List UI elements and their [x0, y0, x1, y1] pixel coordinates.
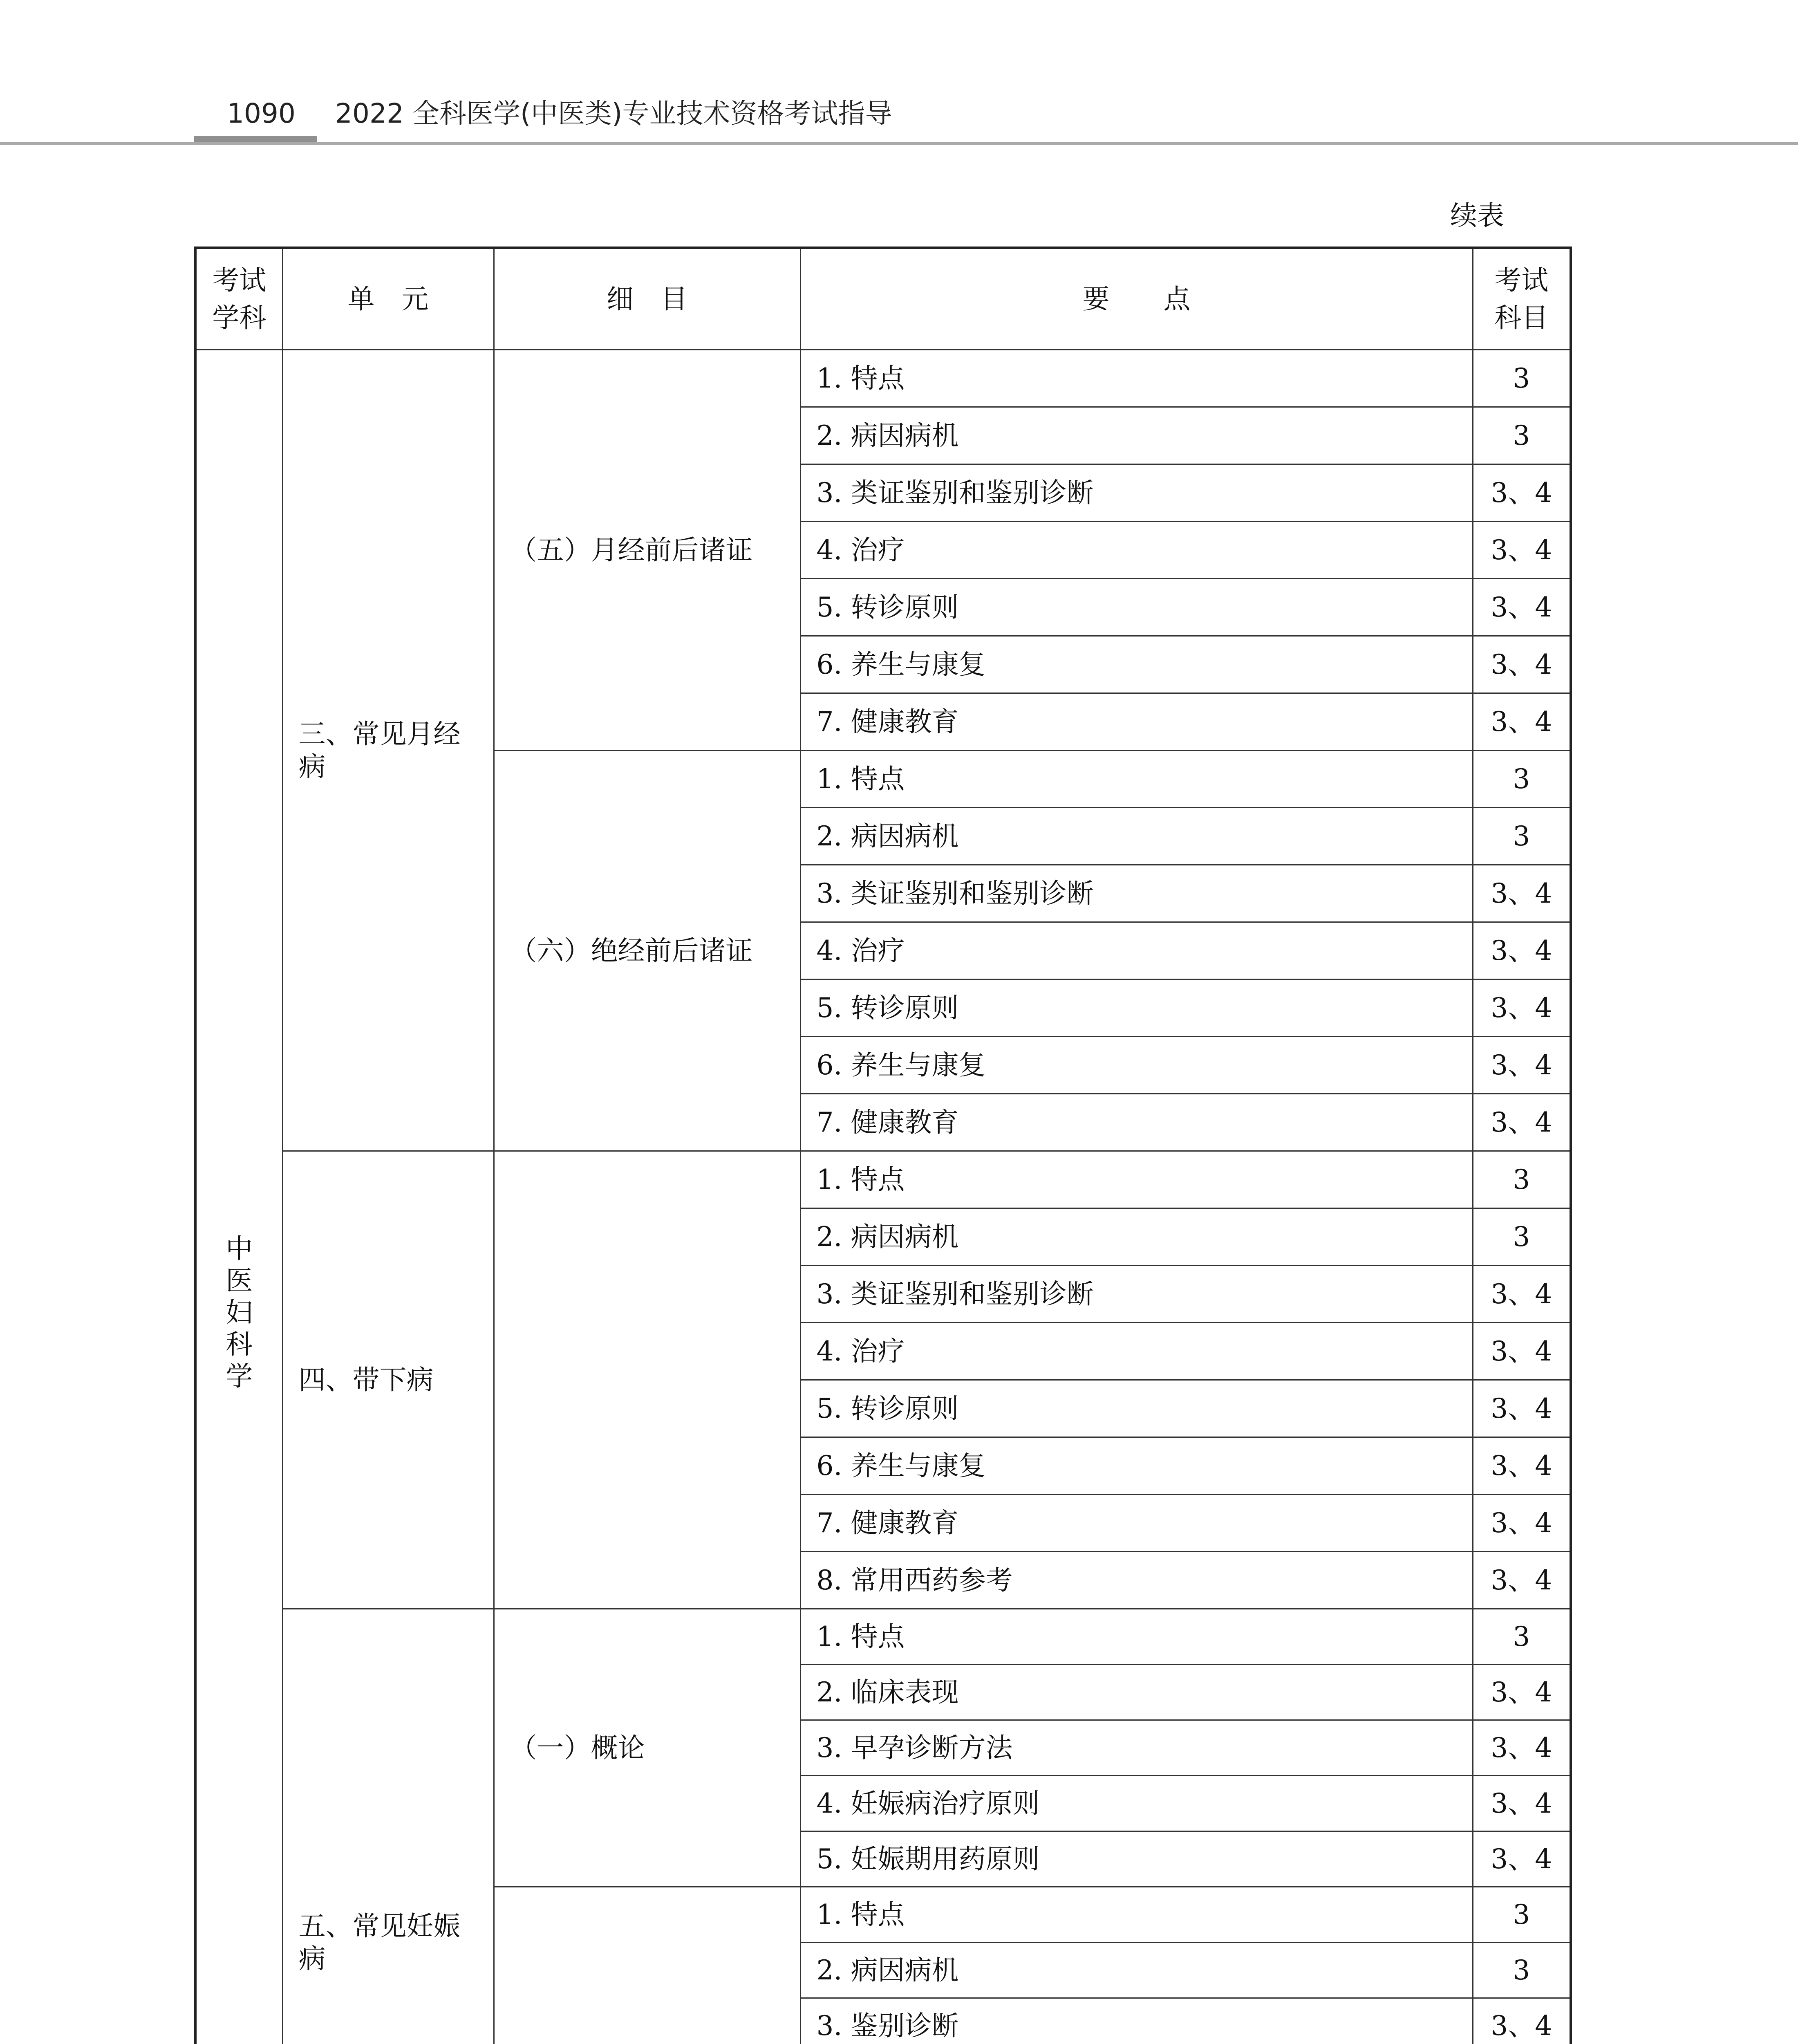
header-rule [0, 142, 1798, 145]
exam-cell: 3 [1473, 1943, 1571, 1998]
point-cell: 7. 健康教育 [800, 1495, 1473, 1552]
exam-cell: 3、4 [1473, 1037, 1571, 1094]
book-title: 2022 全科医学(中医类)专业技术资格考试指导 [335, 98, 892, 129]
exam-cell: 3、4 [1473, 1495, 1571, 1552]
page-number: 1090 [227, 98, 296, 129]
point-cell: 6. 养生与康复 [800, 1037, 1473, 1094]
subject-cell: 中医妇科学 [195, 350, 282, 2044]
point-cell: 2. 临床表现 [800, 1665, 1473, 1720]
point-cell: 5. 转诊原则 [800, 1380, 1473, 1437]
exam-cell: 3、4 [1473, 693, 1571, 751]
point-cell: 1. 特点 [800, 751, 1473, 808]
point-cell: 4. 妊娠病治疗原则 [800, 1776, 1473, 1831]
exam-cell: 3、4 [1473, 1323, 1571, 1380]
point-cell: 3. 类证鉴别和鉴别诊断 [800, 865, 1473, 922]
header-points: 要 点 [800, 248, 1473, 350]
point-cell: 1. 特点 [800, 1151, 1473, 1208]
page-header [0, 0, 1798, 164]
exam-cell: 3、4 [1473, 1094, 1571, 1151]
exam-cell: 3 [1473, 1208, 1571, 1266]
exam-cell: 3、4 [1473, 1437, 1571, 1495]
table-row [195, 1609, 1571, 1665]
point-cell: 1. 特点 [800, 350, 1473, 407]
syllabus-table [194, 247, 1572, 2044]
point-cell: 8. 常用西药参考 [800, 1552, 1473, 1609]
exam-cell: 3、4 [1473, 464, 1571, 522]
unit-cell: 四、带下病 [282, 1151, 494, 1609]
exam-cell: 3、4 [1473, 1998, 1571, 2044]
point-cell: 5. 转诊原则 [800, 579, 1473, 636]
point-cell: 3. 类证鉴别和鉴别诊断 [800, 464, 1473, 522]
point-cell: 4. 治疗 [800, 1323, 1473, 1380]
exam-cell: 3、4 [1473, 1380, 1571, 1437]
exam-cell: 3、4 [1473, 522, 1571, 579]
point-cell: 1. 特点 [800, 1609, 1473, 1665]
point-cell: 5. 转诊原则 [800, 979, 1473, 1037]
point-cell: 3. 早孕诊断方法 [800, 1720, 1473, 1776]
exam-cell: 3、4 [1473, 1665, 1571, 1720]
exam-cell: 3、4 [1473, 1776, 1571, 1831]
table-row [195, 350, 1571, 407]
point-cell: 7. 健康教育 [800, 1094, 1473, 1151]
exam-cell: 3、4 [1473, 1266, 1571, 1323]
point-cell: 2. 病因病机 [800, 1208, 1473, 1266]
unit-cell: 三、常见月经病 [282, 350, 494, 1151]
header-detail: 细 目 [494, 248, 800, 350]
exam-cell: 3、4 [1473, 636, 1571, 693]
header-exam: 考试 科目 [1473, 248, 1571, 350]
exam-cell: 3 [1473, 350, 1571, 407]
exam-cell: 3、4 [1473, 1720, 1571, 1776]
exam-cell: 3、4 [1473, 922, 1571, 979]
table-body [195, 350, 1571, 2044]
detail-cell: （一）概论 [494, 1609, 800, 1887]
point-cell: 4. 治疗 [800, 522, 1473, 579]
exam-cell: 3、4 [1473, 1831, 1571, 1887]
continued-label: 续表 [1450, 200, 1504, 231]
header-unit: 单 元 [282, 248, 494, 350]
exam-cell: 3、4 [1473, 1552, 1571, 1609]
point-cell: 6. 养生与康复 [800, 1437, 1473, 1495]
table-header-row [195, 248, 1571, 350]
exam-cell: 3 [1473, 407, 1571, 464]
point-cell: 2. 病因病机 [800, 1943, 1473, 1998]
point-cell: 3. 类证鉴别和鉴别诊断 [800, 1266, 1473, 1323]
exam-cell: 3、4 [1473, 865, 1571, 922]
point-cell: 2. 病因病机 [800, 407, 1473, 464]
detail-cell [494, 1151, 800, 1609]
point-cell: 3. 鉴别诊断 [800, 1998, 1473, 2044]
unit-cell: 五、常见妊娠病 [282, 1609, 494, 2044]
exam-cell: 3 [1473, 1609, 1571, 1665]
point-cell: 1. 特点 [800, 1887, 1473, 1943]
detail-cell: （六）绝经前后诸证 [494, 751, 800, 1151]
exam-cell: 3 [1473, 751, 1571, 808]
exam-cell: 3、4 [1473, 979, 1571, 1037]
exam-cell: 3 [1473, 1151, 1571, 1208]
table-row [195, 1151, 1571, 1208]
exam-cell: 3 [1473, 808, 1571, 865]
exam-cell: 3、4 [1473, 579, 1571, 636]
detail-cell [494, 1887, 800, 2044]
detail-cell: （五）月经前后诸证 [494, 350, 800, 751]
exam-cell: 3 [1473, 1887, 1571, 1943]
point-cell: 4. 治疗 [800, 922, 1473, 979]
point-cell: 7. 健康教育 [800, 693, 1473, 751]
point-cell: 2. 病因病机 [800, 808, 1473, 865]
point-cell: 6. 养生与康复 [800, 636, 1473, 693]
header-subject: 考试 学科 [195, 248, 282, 350]
point-cell: 5. 妊娠期用药原则 [800, 1831, 1473, 1887]
